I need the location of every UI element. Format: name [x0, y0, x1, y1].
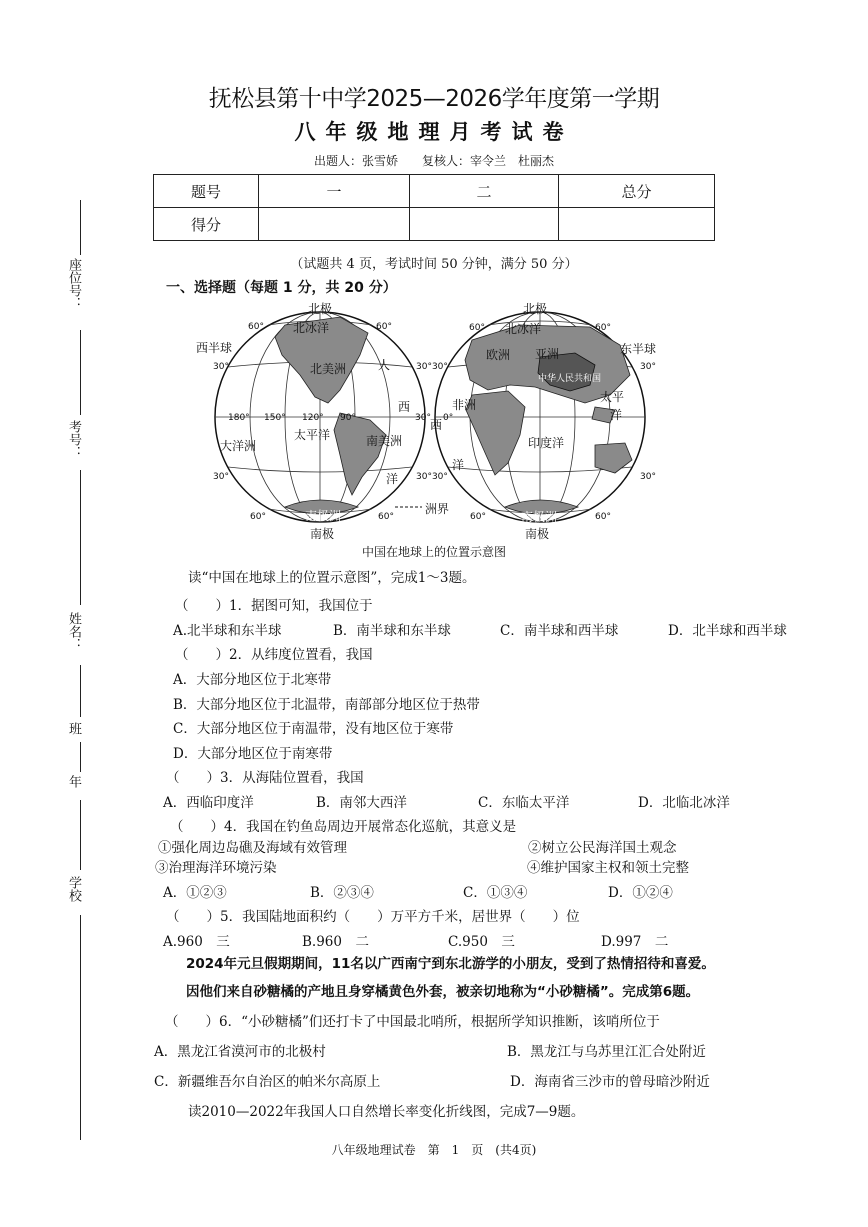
question-intro: 读2010—2022年我国人口自然增长率变化折线图，完成7—9题。: [188, 1104, 585, 1120]
question-stem: （ ）1．据图可知，我国位于: [175, 598, 373, 614]
map-label: 洲界: [425, 502, 450, 516]
map-label: 南极洲: [521, 510, 558, 524]
material-text: 2024年元旦假期期间，11名以广西南宁到东北游学的小朋友，受到了热情招待和喜爱。: [186, 956, 715, 972]
map-label: 北极: [523, 302, 548, 316]
score-cell: 二: [410, 175, 559, 208]
score-table-row: [154, 175, 715, 208]
material-text: 因他们来自砂糖橘的产地且身穿橘黄色外套，被亲切地称为“小砂糖橘”。完成第6题。: [186, 984, 700, 1000]
score-cell: 一: [259, 175, 410, 208]
side-line: [80, 742, 81, 772]
option-a[interactable]: A．黑龙江省漠河市的北极村: [154, 1044, 326, 1060]
degree-label: 0°: [443, 413, 454, 423]
degree-label: 30°: [640, 472, 656, 482]
degree-label: 60°: [248, 322, 264, 332]
exam-info: （试题共 4 页，考试时间 50 分钟，满分 50 分）: [290, 257, 578, 272]
option-c[interactable]: C．东临太平洋: [478, 795, 570, 811]
score-cell[interactable]: [259, 208, 410, 241]
map-label: 西半球: [196, 341, 233, 355]
option-d[interactable]: D.997 二: [601, 934, 669, 950]
school-title: 抚松县第十中学2025—2026学年度第一学期: [208, 86, 660, 112]
degree-label: 180°: [228, 413, 250, 423]
exam-title: 八年级地理月考试卷: [294, 120, 574, 144]
option-c[interactable]: C．南半球和西半球: [500, 623, 619, 639]
degree-label: 30°30°: [416, 472, 448, 482]
question-intro: 读“中国在地球上的位置示意图”，完成1～3题。: [188, 570, 476, 586]
degree-label: 30°30°: [416, 362, 448, 372]
option-a[interactable]: A．①②③: [163, 885, 227, 901]
score-table-row: [154, 208, 715, 241]
map-label: 大洋洲: [220, 439, 257, 453]
map-label: 南极: [525, 527, 550, 541]
score-cell: 题号: [154, 175, 259, 208]
degree-label: 30°: [213, 362, 229, 372]
seat-label: 座位号：: [66, 258, 81, 310]
class-label: 班: [66, 722, 81, 735]
map-label: 人: [378, 358, 391, 372]
side-line: [80, 330, 81, 415]
option-c[interactable]: C．①③④: [463, 885, 528, 901]
option-d[interactable]: D．北半球和西半球: [668, 623, 787, 639]
option-b[interactable]: B．南邻大西洋: [316, 795, 407, 811]
question-stem: （ ）2．从纬度位置看，我国: [175, 647, 373, 663]
degree-label: 60°: [376, 322, 392, 332]
statement-item: ③治理海洋环境污染: [155, 860, 277, 876]
authors-line: 出题人：张雪娇 复核人：宰令兰 杜丽杰: [313, 154, 554, 168]
map-label: 太平: [600, 390, 625, 404]
map-label: 西: [430, 418, 443, 432]
question-stem: （ ）4．我国在钓鱼岛周边开展常态化巡航，其意义是: [170, 819, 517, 835]
map-label: 洋: [452, 458, 465, 472]
statement-item: ④维护国家主权和领土完整: [527, 860, 689, 876]
map-label: 中华人民共和国: [538, 374, 602, 384]
map-label: 北极: [308, 302, 333, 316]
map-label: 北冰洋: [505, 322, 542, 336]
map-label: 洋: [386, 472, 399, 486]
map-label: 非洲: [452, 398, 477, 412]
school-label: 学校: [66, 876, 81, 902]
option-a[interactable]: A.960 三: [163, 934, 230, 950]
map-label: 东半球: [620, 342, 657, 356]
option-a[interactable]: A.北半球和东半球: [173, 623, 282, 639]
score-cell: 得分: [154, 208, 259, 241]
score-cell: 总分: [559, 175, 715, 208]
map-label: 亚洲: [535, 347, 560, 361]
side-line: [80, 800, 81, 870]
side-line: [80, 470, 81, 605]
degree-label: 60°: [470, 512, 486, 522]
degree-label: 60°: [469, 323, 485, 333]
map-caption: 中国在地球上的位置示意图: [361, 545, 506, 559]
degree-label: 30°: [640, 362, 656, 372]
option-c[interactable]: C．大部分地区位于南温带，没有地区位于寒带: [173, 721, 454, 737]
map-label: 西: [398, 400, 411, 414]
degree-label: 60°: [250, 512, 266, 522]
option-a[interactable]: A．西临印度洋: [163, 795, 254, 811]
option-b[interactable]: B．②③④: [310, 885, 374, 901]
degree-label: 120°: [302, 413, 324, 423]
map-label: 洋: [610, 408, 623, 422]
map-label: 南美洲: [366, 434, 403, 448]
degree-label: 60°: [595, 323, 611, 333]
score-cell[interactable]: [410, 208, 559, 241]
question-stem: （ ）3．从海陆位置看，我国: [166, 770, 364, 786]
option-b[interactable]: B．黑龙江与乌苏里江汇合处附近: [507, 1044, 706, 1060]
option-b[interactable]: B．南半球和东半球: [333, 623, 451, 639]
side-line: [80, 665, 81, 717]
side-line: [80, 915, 81, 1140]
option-a[interactable]: A．大部分地区位于北寒带: [173, 672, 332, 688]
option-d[interactable]: D．①②④: [608, 885, 673, 901]
option-c[interactable]: C．新疆维吾尔自治区的帕米尔高原上: [154, 1074, 381, 1090]
question-stem: （ ）6．“小砂糖橘”们还打卡了中国最北哨所，根据所学知识推断，该哨所位于: [165, 1014, 660, 1030]
map-label: 太平洋: [294, 428, 331, 442]
map-label: 南极: [310, 527, 335, 541]
degree-label: 150°: [264, 413, 286, 423]
map-label: 北冰洋: [293, 321, 330, 335]
option-b[interactable]: B.960 二: [302, 934, 369, 950]
score-cell[interactable]: [559, 208, 715, 241]
degree-label: 30°: [415, 413, 431, 423]
section-title: 一、选择题（每题 1 分，共 20 分）: [166, 280, 397, 296]
option-d[interactable]: D．海南省三沙市的曾母暗沙附近: [510, 1074, 710, 1090]
degree-label: 30°: [213, 472, 229, 482]
degree-label: 90°: [340, 413, 356, 423]
name-label: 姓名：: [66, 612, 81, 651]
grade-label: 年: [66, 775, 81, 788]
page-footer: 八年级地理试卷 第 1 页 (共4页): [331, 1143, 537, 1157]
map-label: 南极洲: [305, 509, 342, 523]
map-label: 欧洲: [486, 348, 511, 362]
question-stem: （ ）5．我国陆地面积约（ ）万平方千米，居世界（ ）位: [166, 909, 580, 925]
statement-item: ②树立公民海洋国土观念: [528, 840, 677, 856]
degree-label: 60°: [595, 512, 611, 522]
map-label: 北美洲: [310, 362, 347, 376]
statement-item: ①强化周边岛礁及海域有效管理: [158, 840, 347, 856]
map-label: 印度洋: [528, 436, 565, 450]
option-d[interactable]: D．大部分地区位于南寒带: [173, 746, 333, 762]
option-d[interactable]: D．北临北冰洋: [638, 795, 730, 811]
option-b[interactable]: B．大部分地区位于北温带，南部部分地区位于热带: [173, 697, 480, 713]
degree-label: 60°: [378, 512, 394, 522]
side-line: [80, 200, 81, 255]
exam-no-label: 考号：: [66, 420, 81, 459]
option-c[interactable]: C.950 三: [448, 934, 515, 950]
score-table: [153, 174, 715, 241]
